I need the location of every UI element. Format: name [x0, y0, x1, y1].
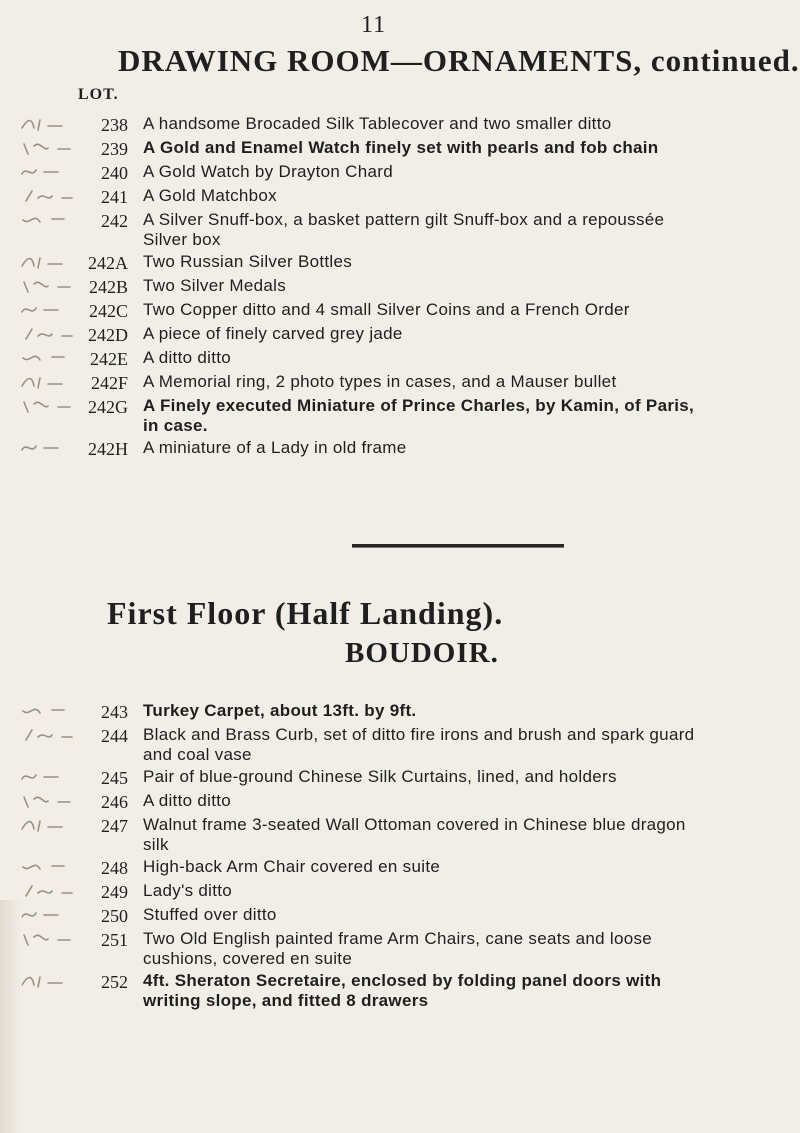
- lot-row: [0, 114, 800, 136]
- lot-row: [0, 791, 800, 813]
- lot-description: Two Silver Medals: [143, 276, 287, 295]
- lot-number: 242A: [88, 253, 128, 273]
- lot-row: [0, 905, 800, 927]
- lot-description: A ditto ditto: [143, 348, 232, 367]
- lot-number: 242B: [88, 277, 128, 297]
- handwritten-mark-icon: [18, 114, 76, 134]
- lot-number: 242E: [90, 349, 128, 369]
- lot-row: [0, 372, 800, 394]
- margin-annotation: [0, 701, 80, 723]
- lot-description: A miniature of a Lady in old frame: [143, 438, 407, 457]
- handwritten-mark-icon: [18, 857, 76, 877]
- lot-number: 242C: [88, 301, 128, 321]
- handwritten-mark-icon: [18, 701, 76, 721]
- handwritten-mark-icon: [18, 300, 76, 320]
- handwritten-mark-icon: [18, 348, 76, 368]
- margin-annotation: [0, 372, 80, 394]
- handwritten-mark-icon: [18, 276, 76, 296]
- lot-description: Two Old English painted frame Arm Chairs, cane seats and loose cushions, covered en suite: [143, 929, 653, 968]
- lot-number: 245: [101, 768, 128, 788]
- handwritten-mark-icon: [18, 881, 76, 901]
- floor-heading: First Floor (Half Landing).: [107, 595, 504, 631]
- margin-annotation: [0, 252, 80, 274]
- lot-row: [0, 881, 800, 903]
- lot-number: 244: [101, 726, 128, 746]
- lot-number: 248: [101, 858, 128, 878]
- lot-row: [0, 971, 800, 1011]
- lot-number: 249: [101, 882, 128, 902]
- margin-annotation: [0, 276, 80, 298]
- margin-annotation: [0, 348, 80, 370]
- lot-number: 242G: [88, 397, 128, 417]
- lot-row: [0, 701, 800, 723]
- lot-row: [0, 396, 800, 436]
- lot-number: 242H: [88, 439, 128, 459]
- handwritten-mark-icon: [18, 252, 76, 272]
- lot-row: [0, 929, 800, 969]
- handwritten-mark-icon: [18, 138, 76, 158]
- lot-row: [0, 276, 800, 298]
- margin-annotation: [0, 767, 80, 789]
- handwritten-mark-icon: [18, 186, 76, 206]
- lot-row: [0, 857, 800, 879]
- handwritten-mark-icon: [18, 162, 76, 182]
- handwritten-mark-icon: [18, 372, 76, 392]
- room-heading: BOUDOIR.: [345, 637, 499, 669]
- lot-description: A piece of finely carved grey jade: [143, 324, 403, 343]
- lot-number: 242F: [90, 373, 128, 393]
- lot-number: 240: [101, 163, 128, 183]
- handwritten-mark-icon: [18, 905, 76, 925]
- section-title: DRAWING ROOM—ORNAMENTS, continued.: [118, 43, 800, 78]
- handwritten-mark-icon: [18, 725, 76, 745]
- lot-description: Two Copper ditto and 4 small Silver Coins and a French Order: [143, 300, 630, 319]
- lot-description: Turkey Carpet, about 13ft. by 9ft.: [143, 701, 417, 720]
- lot-row: [0, 725, 800, 765]
- lot-number: 241: [101, 187, 128, 207]
- lot-description: Lady's ditto: [143, 881, 233, 900]
- margin-annotation: [0, 725, 80, 747]
- handwritten-mark-icon: [18, 791, 76, 811]
- margin-annotation: [0, 857, 80, 879]
- lot-row: [0, 252, 800, 274]
- lot-description: Walnut frame 3-seated Wall Ottoman covered in Chinese blue dragon silk: [143, 815, 686, 854]
- lot-number: 242: [101, 211, 128, 231]
- lot-row: [0, 815, 800, 855]
- lot-row: [0, 210, 800, 250]
- lot-row: [0, 186, 800, 208]
- lot-description: A Finely executed Miniature of Prince Charles, by Kamin, of Paris, in case.: [143, 396, 695, 435]
- lot-row: [0, 300, 800, 322]
- lot-number: 238: [101, 115, 128, 135]
- page-edge-shadow: [0, 900, 22, 1133]
- lot-description: A Memorial ring, 2 photo types in cases, and a Mauser bullet: [143, 372, 617, 391]
- lot-description: A Gold Matchbox: [143, 186, 277, 205]
- lot-description: High-back Arm Chair covered en suite: [143, 857, 441, 876]
- margin-annotation: [0, 396, 80, 418]
- lot-number: 239: [101, 139, 128, 159]
- lot-description: Pair of blue-ground Chinese Silk Curtains, lined, and holders: [143, 767, 617, 786]
- lot-number: 251: [101, 930, 128, 950]
- lot-description: A Gold Watch by Drayton Chard: [143, 162, 393, 181]
- lot-description: A handsome Brocaded Silk Tablecover and two smaller ditto: [143, 114, 612, 133]
- drawing-room-lot-list: [0, 114, 800, 462]
- handwritten-mark-icon: [18, 210, 76, 230]
- lot-number: 246: [101, 792, 128, 812]
- lot-description: Two Russian Silver Bottles: [143, 252, 353, 271]
- handwritten-mark-icon: [18, 396, 76, 416]
- lot-description: 4ft. Sheraton Secretaire, enclosed by folding panel doors with writing slope, and fitted 8 drawers: [143, 971, 662, 1010]
- lot-row: [0, 138, 800, 160]
- lot-description: A Silver Snuff-box, a basket pattern gilt Snuff-box and a repoussée Silver box: [143, 210, 665, 249]
- margin-annotation: [0, 300, 80, 322]
- lot-number: 243: [101, 702, 128, 722]
- handwritten-mark-icon: [18, 929, 76, 949]
- boudoir-lot-list: [0, 701, 800, 1013]
- lot-number: 250: [101, 906, 128, 926]
- lot-row: [0, 438, 800, 460]
- margin-annotation: [0, 324, 80, 346]
- page-number: 11: [361, 12, 387, 38]
- section-divider: [352, 544, 564, 548]
- handwritten-mark-icon: [18, 324, 76, 344]
- margin-annotation: [0, 114, 80, 136]
- lot-row: [0, 324, 800, 346]
- lot-description: A Gold and Enamel Watch finely set with pearls and fob chain: [143, 138, 659, 157]
- lot-row: [0, 767, 800, 789]
- lot-row: [0, 348, 800, 370]
- lot-description: A ditto ditto: [143, 791, 232, 810]
- margin-annotation: [0, 186, 80, 208]
- lot-number: 247: [101, 816, 128, 836]
- handwritten-mark-icon: [18, 815, 76, 835]
- margin-annotation: [0, 791, 80, 813]
- handwritten-mark-icon: [18, 971, 76, 991]
- lot-number: 252: [101, 972, 128, 992]
- margin-annotation: [0, 815, 80, 837]
- margin-annotation: [0, 138, 80, 160]
- handwritten-mark-icon: [18, 438, 76, 458]
- lot-description: Black and Brass Curb, set of ditto fire irons and brush and spark guard and coal vase: [143, 725, 695, 764]
- lot-description: Stuffed over ditto: [143, 905, 277, 924]
- margin-annotation: [0, 438, 80, 460]
- margin-annotation: [0, 210, 80, 232]
- lot-column-label: LOT.: [78, 86, 119, 103]
- lot-number: 242D: [88, 325, 128, 345]
- margin-annotation: [0, 162, 80, 184]
- handwritten-mark-icon: [18, 767, 76, 787]
- lot-row: [0, 162, 800, 184]
